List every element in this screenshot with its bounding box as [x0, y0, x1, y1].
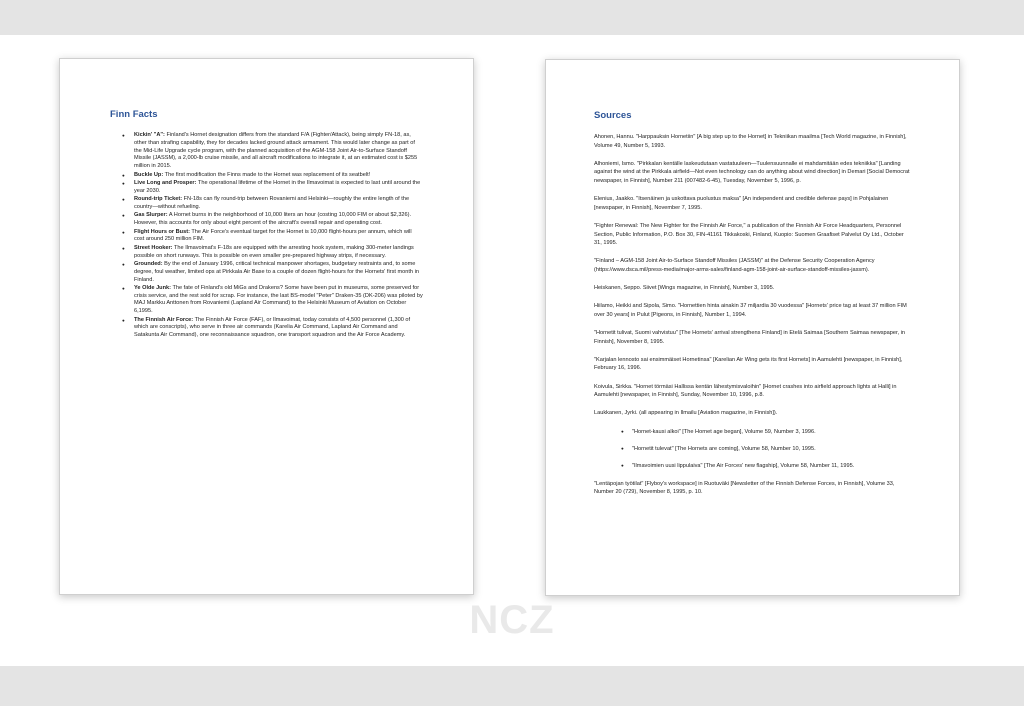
watermark-logo: NCZ — [469, 598, 555, 642]
fact-item — [134, 229, 423, 245]
fact-term: Round-trip Ticket: — [134, 196, 183, 203]
fact-term: Street Hooker: — [134, 244, 173, 251]
fact-text: The Finnish Air Force (FAF), or Ilmavoimat, today consists of 4,500 personnel (1,300 of which are conscripts), who serve in three air commands (Karelia Air Command, Lapland Air Command and Satakunta Air Command), one reconnaissance squadron, one transport squadron and the Air Force Academy. — [134, 316, 411, 339]
fact-text: The Ilmavoimat's F-18s are equipped with the arresting hook system, making 300-meter landings possible on short runways. This is possible on even smaller pre-prepared highway strips, if necessary. — [134, 244, 414, 259]
fact-item — [134, 212, 423, 228]
fact-item — [134, 180, 423, 196]
finn-facts-heading: Finn Facts — [110, 109, 158, 120]
fact-item — [134, 285, 423, 316]
fact-text: Finland's Hornet designation differs from the standard F/A (Fighter/Attack), being simply FN-18, as, other than strafing capability, they for decades lacked ground attack armament. This would later change as part of the Mid-Life Upgrade cycle program, with the planned acquisition of the AGM-158 Joint Air-to-Surface Standoff Missile (JASSM), a 2,000-lb cruise missile, and all aircraft modifications to integrate it, at an estimated cost is $255 million in 2015. — [134, 132, 418, 170]
document-page-sources — [545, 59, 960, 596]
source-entry: "Lentäpojan työtilat" [Flyboy's workspace] in Ruotuväki [Newsletter of the Finnish Defense Forces, in Finnish], Volume 33, Number 20 (729), November 8, 1995, p. 10. — [594, 480, 895, 496]
ilmailu-sub-list — [594, 428, 911, 471]
source-entry: Laukkanen, Jyrki. (all appearing in Ilmailu [Aviation magazine, in Finnish]). — [594, 410, 778, 417]
fact-text: A Hornet burns in the neighborhood of 10,000 liters an hour (costing 10,000 FIM or about $2,326). However, this accounts for only about eight percent of the aircraft's overall repair and operating cost. — [134, 212, 412, 227]
fact-term: Ye Olde Junk: — [134, 284, 171, 291]
fact-text: The operational lifetime of the Hornet in the Ilmavoimat is expected to last until around the year 2030. — [134, 179, 421, 194]
source-entry: "Hornetit tulivat, Suomi vahvistuu" [The Hornets' arrival strengthens Finland] in Etelä Saimaa [Southern Saimaa newspaper, in Finnish], November 8, 1995. — [594, 330, 905, 345]
source-entry: Elenius, Jaakko. "Itsenäinen ja uskottava puolustus maksa" [An independent and credible defense pays] in Pohjalainen [newspaper, in Finnish], November 7, 1995. — [594, 196, 889, 211]
fact-text: The first modification the Finns made to the Hornet was replacement of its seatbelt! — [163, 171, 371, 178]
source-sub-item: ● "Hornet-kausi alkoi" [The Hornet age began], Volume 59, Number 3, 1996. — [632, 428, 911, 436]
fact-item — [134, 132, 423, 171]
source-entry: "Finland – AGM-158 Joint Air-to-Surface Standoff Missiles (JASSM)" at the Defense Security Cooperation Agency (https://www.dsca.mil/press-media/major-arms-sales/finland-agm-158-joint-air-surface-standoff-missiles-jassm). — [594, 258, 875, 273]
source-entry: Hiilamo, Heikki and Sipola, Simo. "Hornettien hinta ainakin 37 miljardia 30 vuodessa" [Hornets' price tag at least 37 million FIM over 30 years] in Pulut [Pigeons, in Finnish], Number 1, 1994. — [594, 303, 907, 318]
source-entry: "Fighter Renewal: The New Fighter for the Finnish Air Force," a publication of the Finnish Air Force Headquarters, Personnel Section, Public Information, P.O. Box 30, FIN-41161 Tikkakoski, Finland, Kuopio: Suomen Graafiset Palvelut Oy Ltd., October 31, 1995. — [594, 222, 904, 247]
fact-text: FN-18s can fly round-trip between Rovaniemi and Helsinki—roughly the entire length of the country—without refueling. — [134, 196, 410, 210]
fact-text: By the end of January 1996, critical technical manpower shortages, budgetary restraints and, to some degree, foul weather, limited ops at Pirkkala Air Base to a couple of dozen flight-hours for the Hornets' first month in Finland. — [134, 260, 419, 283]
fact-item — [134, 245, 423, 261]
fact-term: Grounded: — [134, 260, 163, 267]
fact-item — [134, 172, 423, 180]
source-sub-item: ● "Hornetit tulevat" [The Hornets are coming], Volume 58, Number 10, 1995. — [632, 445, 911, 453]
source-sub-item: ● "Ilmavoimien uusi lippulaiva" [The Air Forces' new flagship], Volume 58, Number 11, 1995. — [632, 462, 911, 470]
fact-item — [134, 196, 423, 212]
bottom-gray-band — [0, 666, 1024, 706]
fact-item — [134, 261, 423, 284]
fact-term: Kickin' "A": — [134, 132, 165, 138]
fact-term: Live Long and Prosper: — [134, 179, 197, 186]
source-entry: Alhoniemi, Ismo. "Pirkkalan kentälle laskeudutaan vastatuuleen—Tuulensuunnalle ei mahdamitään edes tekniikka" [Landing against the wind at the Pirkkala airfield—Not even technology can do anything about wind direction] in Demari [Social Democrat newspaper, in Finnish], Number 211 (007482-6-45), Tuesday, November 5, 1996, p. — [594, 160, 910, 184]
source-entry: Koivula, Sirkka. "Hornet törmäsi Hallissa kentän lähestymisvaloihin" [Hornet crashes into airfield approach lights at Halli] in Aamulehti [newspaper, in Finnish], Sunday, November 10, 1996, p.8. — [594, 383, 897, 399]
sources-heading: Sources — [594, 110, 632, 121]
top-gray-band — [0, 0, 1024, 35]
finn-facts-list — [110, 132, 423, 340]
fact-text: The fate of Finland's old MiGs and Drakens? Some have been put in museums, some preserved for crisis service, and the rest sold for scrap. For instance, the last BS-model "Peter" Draken-35 (DK-206) was piloted by MAJ Markku Anttonen from Rovaniemi (Lapland Air Command) to the Helsinki Museum of Aviation on October 6,1995. — [134, 284, 423, 315]
fact-term: Buckle Up: — [134, 171, 164, 178]
source-entry: "Karjalan lennosto sai ensimmäiset Hornetinsa" [Karelian Air Wing gets its first Hornets] in Aamulehti [newspaper, in Finnish], February 16, 1996. — [594, 356, 903, 372]
fact-term: Flight Hours or Bust: — [134, 228, 190, 235]
fact-term: Gas Slurper: — [134, 212, 168, 219]
fact-term: The Finnish Air Force: — [134, 316, 194, 323]
source-entry: Heiskanen, Seppo. Siivet [Wings magazine, in Finnish], Number 3, 1995. — [594, 285, 775, 292]
fact-item — [134, 317, 423, 340]
source-entry: Ahonen, Hannu. "Harppauksin Hornetiin" [A big step up to the Hornet] in Tekniikan maailma [Tech World magazine, in Finnish], Volume 49, Number 5, 1993. — [594, 134, 907, 149]
document-page-finn-facts — [59, 58, 474, 595]
fact-text: The Air Force's eventual target for the Hornet is 10,000 flight-hours per annum, which will cost around 250 million FIM. — [134, 228, 412, 243]
